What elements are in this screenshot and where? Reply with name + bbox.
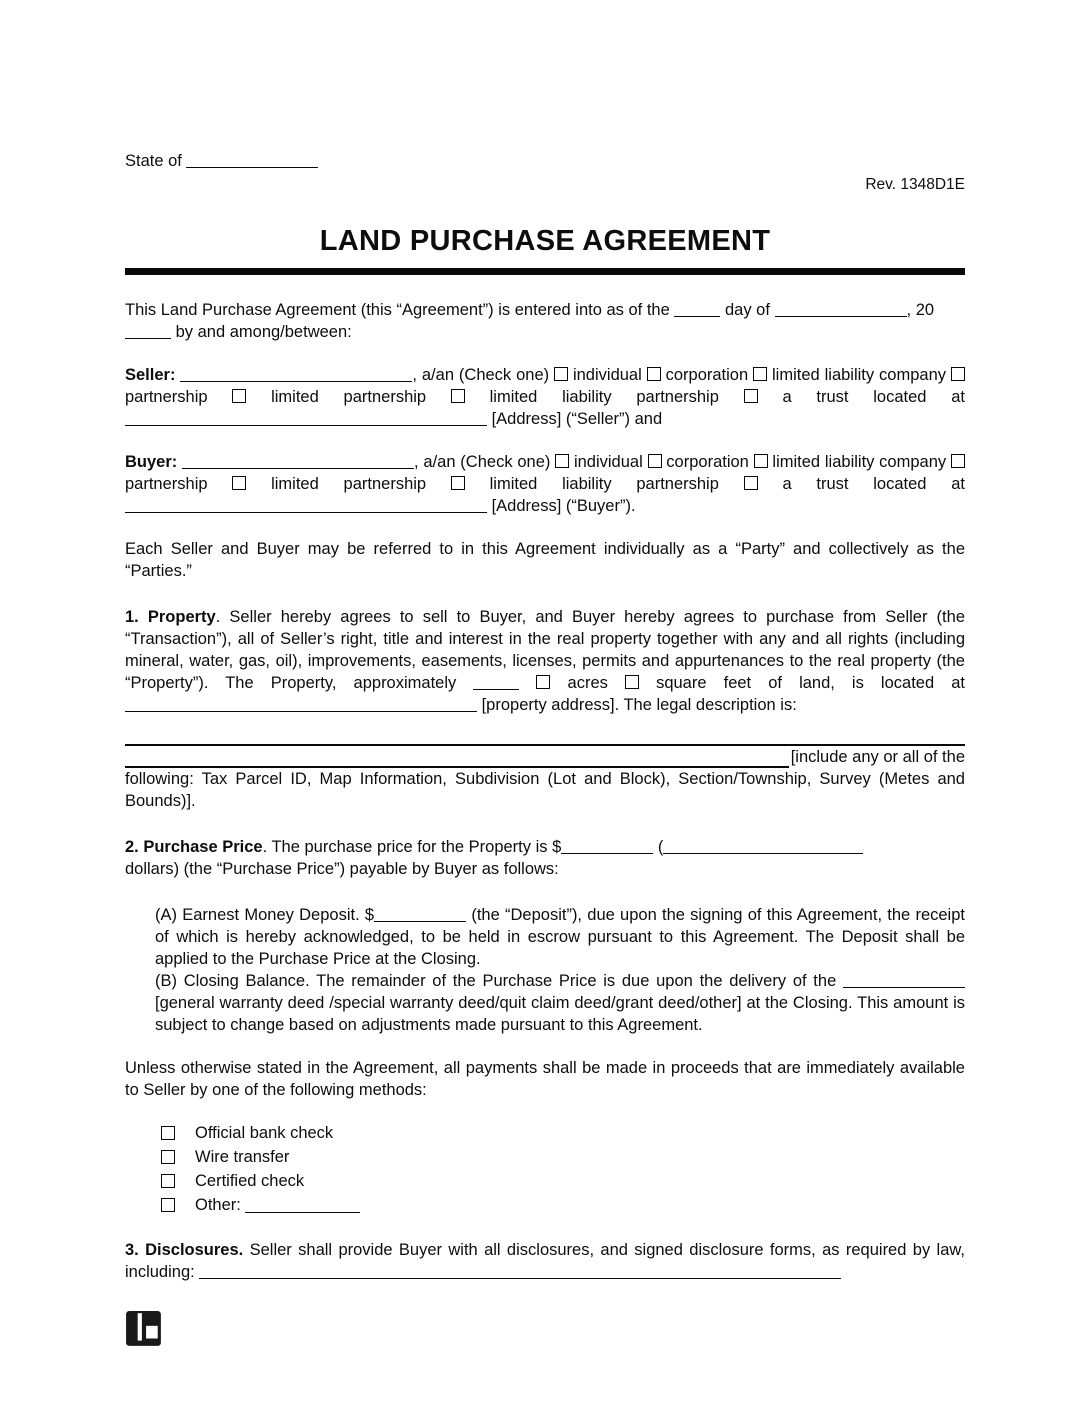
deed-type-blank[interactable] bbox=[843, 972, 965, 988]
seller-option-corporation: corporation bbox=[665, 366, 749, 384]
disclosures-heading: 3. Disclosures. bbox=[125, 1241, 244, 1259]
buyer-address-suffix: [Address] (“Buyer”). bbox=[491, 497, 636, 515]
purchase-price-line-2: dollars) (the “Purchase Price”) payable by Buyer as follows: bbox=[125, 860, 559, 878]
legal-include-note: [include any or all of the bbox=[790, 748, 965, 766]
certified-check-label: Certified check bbox=[195, 1171, 305, 1190]
seller-checkbox-llp[interactable] bbox=[451, 389, 465, 403]
state-blank[interactable] bbox=[186, 152, 318, 168]
other-method-checkbox[interactable] bbox=[161, 1198, 175, 1212]
buyer-option-trust: a trust bbox=[782, 475, 849, 493]
other-method-label: Other: bbox=[195, 1195, 241, 1214]
wire-transfer-checkbox[interactable] bbox=[161, 1150, 175, 1164]
payment-method-row bbox=[161, 1146, 965, 1167]
seller-option-limited-partnership: limited partnership bbox=[271, 388, 427, 406]
seller-checkbox-llc[interactable] bbox=[753, 367, 767, 381]
deposit-amount-blank[interactable] bbox=[374, 906, 466, 922]
seller-option-individual: individual bbox=[572, 366, 642, 384]
buyer-checkbox-partnership[interactable] bbox=[951, 454, 965, 468]
property-sqft-label: square feet of land, is located at bbox=[656, 674, 965, 692]
earnest-money-paragraph bbox=[155, 904, 965, 970]
property-acres-label: acres bbox=[567, 674, 608, 692]
buyer-name-blank[interactable] bbox=[182, 453, 414, 469]
purchase-price-words-blank[interactable] bbox=[663, 838, 863, 854]
property-address-blank[interactable] bbox=[125, 696, 477, 712]
seller-address-blank[interactable] bbox=[125, 410, 487, 426]
closing-balance-text-1: (B) Closing Balance. The remainder of the Purchase Price is due upon the delivery of the bbox=[155, 972, 837, 990]
other-method-blank[interactable] bbox=[245, 1197, 360, 1213]
intro-text-3: , 20 bbox=[906, 301, 935, 319]
intro-paragraph bbox=[125, 299, 965, 343]
buyer-option-llp: limited liability partnership bbox=[489, 475, 719, 493]
official-bank-check-label: Official bank check bbox=[195, 1123, 334, 1142]
property-body-text: . Seller hereby agrees to sell to Buyer, and Buyer hereby agrees to purchase from Seller (the “Transaction”), all of Seller’s right, title and interest in the real property together with any and all rights (including mineral, water, gas, oil), improvements, easements, licenses, permits and appurtenances to the real property (the “Property”). The Property, approximately bbox=[125, 608, 965, 692]
seller-option-llp: limited liability partnership bbox=[489, 388, 719, 406]
buyer-checkbox-limited-partnership[interactable] bbox=[232, 476, 246, 490]
seller-aan-text: , a/an (Check one) bbox=[412, 366, 550, 384]
buyer-option-limited-partnership: limited partnership bbox=[271, 475, 427, 493]
seller-located-at-label: located at bbox=[873, 388, 965, 406]
seller-checkbox-limited-partnership[interactable] bbox=[232, 389, 246, 403]
payment-methods-list bbox=[161, 1122, 965, 1215]
property-checkbox-square-feet[interactable] bbox=[625, 675, 639, 689]
disclosures-paragraph bbox=[125, 1239, 965, 1283]
buyer-option-partnership: partnership bbox=[125, 475, 208, 493]
revision-number: Rev. 1348D1E bbox=[865, 176, 965, 193]
payment-method-row bbox=[161, 1122, 965, 1143]
property-area-blank[interactable] bbox=[473, 674, 519, 690]
seller-option-trust: a trust bbox=[782, 388, 849, 406]
earnest-money-text-1: (A) Earnest Money Deposit. $ bbox=[155, 906, 375, 924]
seller-paragraph bbox=[125, 364, 965, 430]
purchase-subclauses bbox=[155, 904, 965, 1036]
legal-description-blank-2[interactable] bbox=[125, 746, 789, 768]
disclosures-text: Seller shall provide Buyer with all disclosures, and signed disclosure forms, as required by law, including: bbox=[125, 1241, 965, 1281]
page-title: LAND PURCHASE AGREEMENT bbox=[319, 225, 771, 257]
earnest-money-text-2: (the “Deposit”), due upon the signing of this Agreement, the receipt of which is hereby acknowledged, to be held in escrow pursuant to this Agreement. The Deposit shall be applied to the Purchase Price at the Closing. bbox=[155, 906, 965, 968]
intro-text-1: This Land Purchase Agreement (this “Agreement”) is entered into as of the bbox=[125, 301, 670, 319]
closing-balance-paragraph bbox=[155, 970, 965, 1036]
payment-method-row bbox=[161, 1170, 965, 1191]
seller-checkbox-trust[interactable] bbox=[744, 389, 758, 403]
wire-transfer-label: Wire transfer bbox=[195, 1147, 290, 1166]
buyer-checkbox-llp[interactable] bbox=[451, 476, 465, 490]
title-rule bbox=[125, 268, 965, 275]
state-of-line bbox=[125, 150, 965, 172]
official-bank-check-checkbox[interactable] bbox=[161, 1126, 175, 1140]
property-address-suffix: [property address]. The legal description is: bbox=[481, 696, 797, 714]
seller-checkbox-partnership[interactable] bbox=[951, 367, 965, 381]
disclosures-blank[interactable] bbox=[199, 1263, 841, 1279]
purchase-price-heading: 2. Purchase Price bbox=[125, 838, 263, 856]
buyer-checkbox-individual[interactable] bbox=[555, 454, 569, 468]
year-blank[interactable] bbox=[125, 323, 171, 339]
buyer-option-individual: individual bbox=[573, 453, 643, 471]
buyer-checkbox-corporation[interactable] bbox=[648, 454, 662, 468]
purchase-open-paren: ( bbox=[657, 838, 664, 856]
purchase-price-line-1 bbox=[125, 836, 965, 858]
closing-balance-text-2: [general warranty deed /special warranty deed/quit claim deed/grant deed/other] at the Closing. This amount is subject to change based on adjustments made pursuant to this Agreement. bbox=[155, 994, 965, 1034]
legal-following-text: following: Tax Parcel ID, Map Information, Subdivision (Lot and Block), Section/Township, Survey (Metes and Bounds)]. bbox=[125, 770, 965, 810]
buyer-option-corporation: corporation bbox=[666, 453, 749, 471]
buyer-paragraph bbox=[125, 451, 965, 517]
buyer-address-blank[interactable] bbox=[125, 497, 487, 513]
seller-label: Seller: bbox=[125, 366, 176, 384]
buyer-label: Buyer: bbox=[125, 453, 178, 471]
buyer-option-llc: limited liability company bbox=[772, 453, 947, 471]
property-paragraph bbox=[125, 606, 965, 716]
legal-templates-logo-icon bbox=[125, 1310, 163, 1354]
buyer-checkbox-llc[interactable] bbox=[754, 454, 768, 468]
seller-option-partnership: partnership bbox=[125, 388, 208, 406]
intro-text-4: by and among/between: bbox=[175, 323, 352, 341]
purchase-price-text-1: . The purchase price for the Property is $ bbox=[262, 838, 562, 856]
buyer-aan-text: , a/an (Check one) bbox=[414, 453, 551, 471]
seller-address-suffix: [Address] (“Seller”) and bbox=[491, 410, 663, 428]
buyer-located-at-label: located at bbox=[873, 475, 965, 493]
state-of-label: State of bbox=[125, 152, 182, 170]
seller-option-llc: limited liability company bbox=[772, 366, 947, 384]
purchase-price-amount-blank[interactable] bbox=[561, 838, 653, 854]
legal-description-line-1[interactable] bbox=[125, 720, 965, 746]
legal-description-line-2 bbox=[125, 746, 965, 768]
property-heading: 1. Property bbox=[125, 608, 216, 626]
intro-text-2: day of bbox=[724, 301, 770, 319]
payment-method-row bbox=[161, 1194, 965, 1215]
month-blank[interactable] bbox=[775, 301, 907, 317]
seller-checkbox-corporation[interactable] bbox=[647, 367, 661, 381]
buyer-checkbox-trust[interactable] bbox=[744, 476, 758, 490]
seller-name-blank[interactable] bbox=[180, 366, 412, 382]
seller-checkbox-individual[interactable] bbox=[554, 367, 568, 381]
day-blank[interactable] bbox=[674, 301, 720, 317]
parties-paragraph: Each Seller and Buyer may be referred to in this Agreement individually as a “Party” and collectively as the “Parties.” bbox=[125, 540, 965, 580]
payments-paragraph: Unless otherwise stated in the Agreement, all payments shall be made in proceeds that are immediately available to Seller by one of the following methods: bbox=[125, 1059, 965, 1099]
certified-check-checkbox[interactable] bbox=[161, 1174, 175, 1188]
property-checkbox-acres[interactable] bbox=[536, 675, 550, 689]
